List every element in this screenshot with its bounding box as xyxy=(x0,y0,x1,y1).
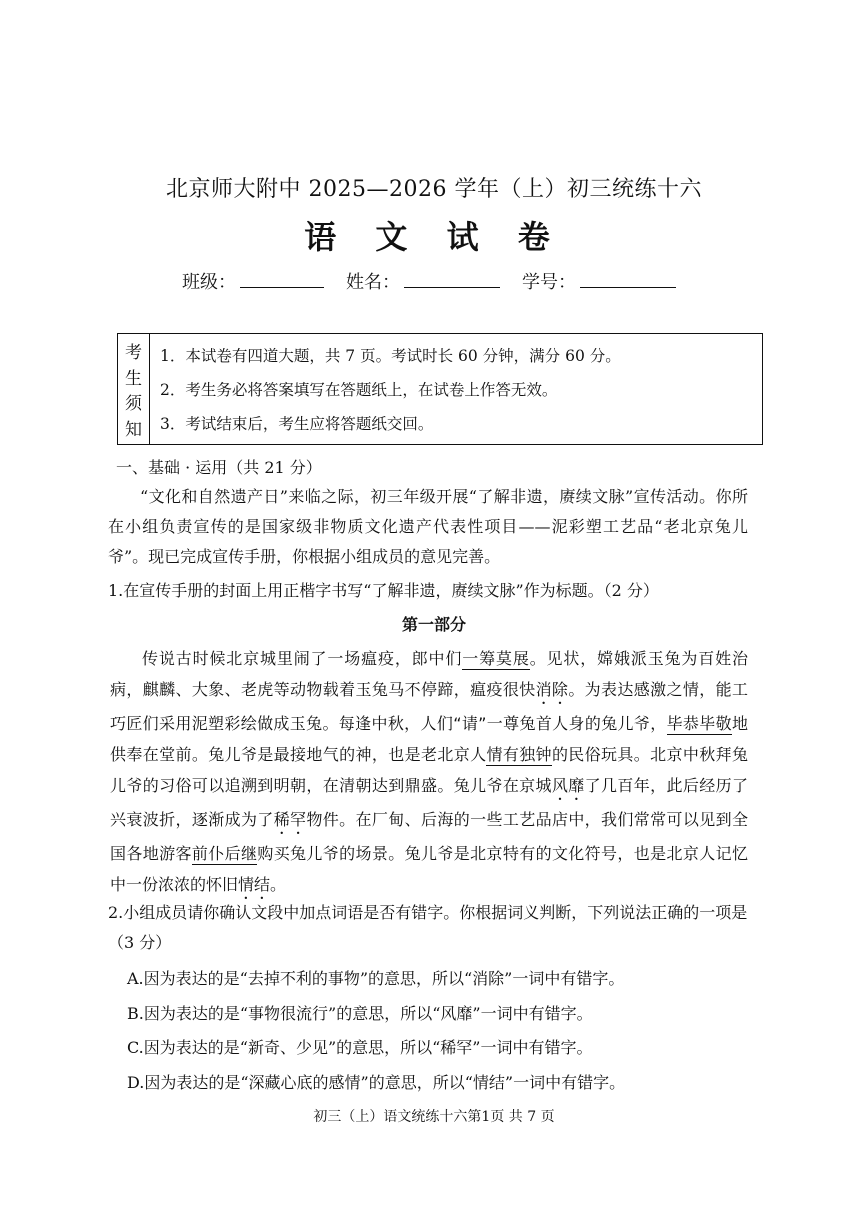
section-heading: 一、基础 · 运用（共 21 分） xyxy=(116,458,322,477)
notice-side-label xyxy=(118,334,150,444)
question-2-options xyxy=(127,962,625,1100)
story-text: 了几百年，此后经历了兴衰波折，逐渐成为了 xyxy=(110,776,748,829)
option-d: D.因为表达的是“深藏心底的感情”的意思，所以“情结”一词中有错字。 xyxy=(127,1072,626,1092)
student-id-blank xyxy=(580,269,676,288)
story-text: 传说古时候北京城里闹了一场瘟疫，郎中们 xyxy=(142,649,463,668)
dotted-word: 消除 xyxy=(535,680,569,699)
part-title: 第一部分 xyxy=(401,615,466,634)
exam-title: 语 文 试 卷 xyxy=(304,218,564,256)
exam-subtitle: 北京师大附中 2025—2026 学年（上）初三统练十六 xyxy=(166,177,702,202)
underlined-phrase: 情有独钟 xyxy=(486,745,552,764)
dotted-word: 稀罕 xyxy=(273,810,307,829)
name-blank xyxy=(404,269,500,288)
notice-item: 2．考生务必将答案填写在答题纸上，在试卷上作答无效。 xyxy=(160,381,558,399)
underlined-phrase: 毕恭毕敬 xyxy=(666,714,732,733)
dotted-word: 风靡 xyxy=(551,776,585,795)
exam-notice-box xyxy=(117,333,763,445)
story-passage xyxy=(110,643,748,903)
dotted-word: 情结 xyxy=(238,875,271,894)
underlined-phrase: 前仆后继 xyxy=(191,844,258,863)
option-c: C.因为表达的是“新奇、少见”的意思，所以“稀罕”一词中有错字。 xyxy=(127,1038,593,1057)
story-text: 。见状，嫦娥派玉兔为百姓治病，麒麟、大象、老虎等动物载着玉兔马不停蹄，瘟疫很快 xyxy=(110,649,748,699)
notice-side-char: 生 xyxy=(125,368,142,389)
underlined-phrase: 一筹莫展 xyxy=(462,649,530,668)
story-text: 。为表达感激之情，能工巧匠们采用泥塑彩绘做成玉兔。每逢中秋，人们“请”一尊兔首人身的兔儿爷， xyxy=(110,680,748,733)
section-intro: “文化和自然遗产日”来临之际，初三年级开展“了解非遗，赓续文脉”宣传活动。你所在小组负责宣传的是国家级非物质文化遗产代表性项目——泥彩塑工艺品“老北京兔儿爷”。现已完成宣传手册，你根据小组成员的意见完善。 xyxy=(108,487,748,566)
story-text: 地供奉在堂前。兔儿爷是最接地气的神，也是老北京人 xyxy=(110,714,748,764)
notice-item: 1．本试卷有四道大题，共 7 页。考试时长 60 分钟，满分 60 分。 xyxy=(160,347,621,365)
student-info-row xyxy=(182,268,698,294)
notice-side-char: 考 xyxy=(125,343,142,364)
question-1: 1.在宣传手册的封面上用正楷字书写“了解非遗，赓续文脉”作为标题。（2 分） xyxy=(108,581,659,600)
page-footer: 初三（上）语文统练十六第1页 共 7 页 xyxy=(313,1109,555,1125)
name-label: 姓名： xyxy=(346,272,400,293)
story-text: 物件。在厂甸、后海的一些工艺品店中，我们常常可以见到全国各地游客 xyxy=(110,810,748,863)
class-blank xyxy=(240,269,324,288)
notice-side-char: 知 xyxy=(125,419,142,440)
notice-item: 3．考试结束后，考生应将答题纸交回。 xyxy=(160,415,434,433)
option-a: A.因为表达的是“去掉不利的事物”的意思，所以“消除”一词中有错字。 xyxy=(127,969,625,988)
notice-side-char: 须 xyxy=(125,394,142,415)
story-text: 购买兔儿爷的场景。兔儿爷是北京特有的文化符号，也是北京人记忆中一份浓浓的怀旧 xyxy=(110,844,748,894)
notice-items xyxy=(150,334,762,444)
student-id-label: 学号： xyxy=(522,272,576,293)
class-label: 班级： xyxy=(182,272,236,293)
story-text: 的民俗玩具。北京中秋拜兔儿爷的习俗可以追溯到明朝，在清朝达到鼎盛。兔儿爷在京城 xyxy=(110,745,748,795)
question-2: 2.小组成员请你确认文段中加点词语是否有错字。你根据词义判断，下列说法正确的一项是（3 分） xyxy=(108,903,748,952)
story-text: 。 xyxy=(270,875,287,894)
option-b: B.因为表达的是“事物很流行”的意思，所以“风靡”一词中有错字。 xyxy=(127,1003,593,1023)
